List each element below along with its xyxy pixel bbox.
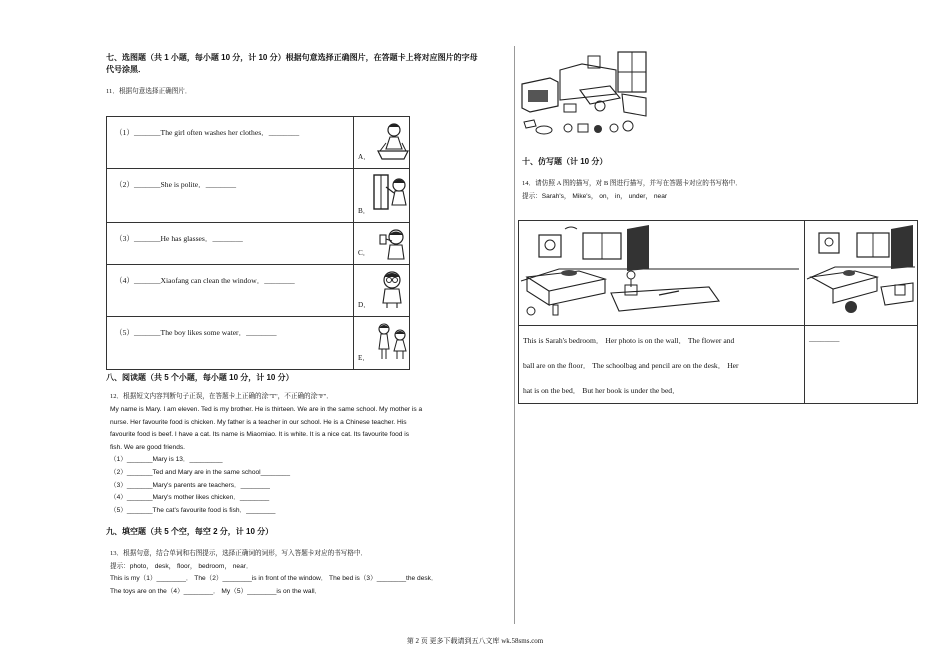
q12-item: （5）_______The cat's favourite food is fish．________ — [110, 506, 276, 514]
q11-row5-image — [354, 317, 410, 370]
table-row — [519, 326, 918, 404]
q12-passage-line: fish. We are good friends. — [110, 443, 186, 451]
q11-row1-image — [354, 117, 410, 169]
q14-hint: 提示：Sarah's， Mike's， on， in， under， near — [522, 192, 668, 200]
q13-line1: This is my（1）________． The（2）________is in front of the window． The bed is（3）________the desk． — [110, 575, 438, 583]
bedroom-b-picture — [805, 221, 917, 320]
q11-row4-text: （4）_______Xiaofang can clean the window．________ — [107, 265, 354, 317]
q11-row2-image — [354, 169, 410, 223]
q12-passage — [110, 404, 510, 517]
picture-b-cell — [805, 221, 918, 326]
picture-a-cell — [519, 221, 805, 326]
q13-hint: 提示：photo， desk， floor， bedroom， near． — [110, 562, 253, 570]
q14-description — [519, 326, 805, 404]
section7-heading-line2: 代号涂黑． — [106, 65, 146, 74]
section8-heading: 八、阅读题（共 5 个小题，每小题 10 分，计 10 分） — [106, 373, 294, 382]
boy-glasses-icon — [372, 269, 412, 309]
table-row — [107, 169, 410, 223]
q11-row2-label: B． — [358, 207, 370, 215]
table-row — [107, 317, 410, 370]
girl-greeting-icon — [372, 321, 412, 363]
section10-heading: 十、仿写题（计 10 分） — [522, 157, 608, 166]
boy-drinking-icon — [372, 227, 412, 261]
q14-answer-blank[interactable]: ________ — [805, 326, 918, 404]
table-row — [107, 223, 410, 265]
bedroom-a-picture — [519, 221, 803, 320]
q11-row3-text: （3）_______He has glasses．________ — [107, 223, 354, 265]
q11-row3-image — [354, 223, 410, 265]
q14-block — [522, 178, 922, 203]
q11-row4-image — [354, 265, 410, 317]
q12-prompt: 12．根据短文内容判断句子正误，在答题卡上正确的涂"T"，不正确的涂"F"． — [110, 393, 333, 400]
q12-item: （2）_______Ted and Mary are in the same school________ — [110, 468, 290, 476]
q12-item: （3）_______Mary's parents are teachers．________ — [110, 481, 270, 489]
q14-prompt: 14．请仿照 A 图的描写，对 B 图进行描写，并写在答题卡对应的书写格中． — [522, 180, 742, 187]
q11-row5-label: E． — [358, 354, 370, 362]
q11-row2-text: （2）_______She is polite．________ — [107, 169, 354, 223]
q14-desc-line: ball are on the floor． The schoolbag and pencil are on the desk． Her — [523, 361, 739, 370]
q12-item: （4）_______Mary's mother likes chicken．________ — [110, 494, 270, 502]
q12-passage-line: nurse. Her favourite food is chicken. My father is a teacher in our school. He is a Chinese teacher. His — [110, 418, 407, 426]
messy-room-picture — [520, 50, 650, 142]
q13-line2: The toys are on the（4）________． My（5）________is on the wall． — [110, 587, 322, 595]
page-footer: 第 2 页 更多下载请到五八文库 wk.58sms.com — [406, 637, 544, 645]
q14-desc-line: This is Sarah's bedroom． Her photo is on the wall． The flower and — [523, 336, 735, 345]
q11-row4-label: D． — [358, 301, 371, 309]
q11-row1-text: （1）_______The girl often washes her clothes．________ — [107, 117, 354, 169]
q12-passage-line: favourite food is beef. I have a cat. Its name is Miaomiao. It is white. It is a nice cat. Its favourite food is — [110, 431, 410, 439]
q14-table — [518, 220, 918, 404]
table-row — [519, 221, 918, 326]
q11-row5-text: （5）_______The boy likes some water．________ — [107, 317, 354, 370]
q12-passage-line: My name is Mary. I am eleven. Ted is my brother. He is thirteen. We are in the same school. My mother is a — [110, 406, 423, 413]
q13-block — [110, 548, 510, 598]
section7-heading-line1: 七、选图题（共 1 小题，每小题 10 分，计 10 分）根据句意选择正确图片，在答题卡上将对应图片的字母 — [106, 53, 478, 62]
q12-item: （1）_______Mary is 13．_________ — [110, 456, 223, 464]
q11-row1-label: A． — [358, 153, 371, 161]
column-divider — [514, 46, 515, 624]
table-row — [107, 265, 410, 317]
q11-table — [106, 116, 410, 370]
table-row — [107, 117, 410, 169]
cleaning-window-icon — [372, 173, 412, 213]
girl-washing-icon — [372, 121, 412, 163]
q14-desc-line: hat is on the bed． But her book is under the bed． — [523, 386, 680, 395]
q13-prompt: 13．根据句意，结合单词和右图提示，选择正确词的词形，写入答题卡对应的书写格中． — [110, 550, 368, 557]
q11-row3-label: C． — [358, 249, 370, 257]
q11-prompt: 11．根据句意选择正确图片． — [106, 88, 192, 95]
section9-heading: 九、填空题（共 5 个空，每空 2 分，计 10 分） — [106, 527, 274, 536]
